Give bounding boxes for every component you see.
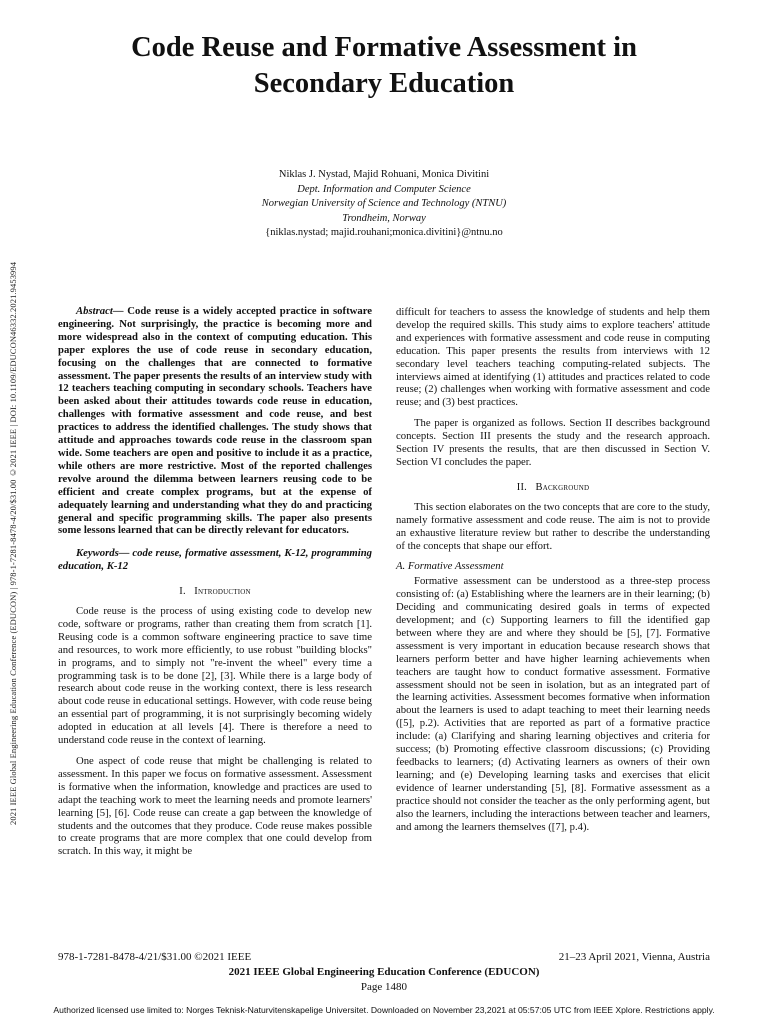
- paragraph: This section elaborates on the two concepts that are core to the study, namely formative assessment and code reuse. The aim is not to provide an exhaustive literature review but rather to describe the understanding of the concepts that shape our effort.: [396, 500, 710, 552]
- paragraph: One aspect of code reuse that might be challenging is related to assessment. In this paper we focus on formative assessment. Assessment is formative when the information, knowledge and practices are used to adapt the teaching work to meet the learning needs and promote learners' learning [5], [6]. Code reuse can create a gap between the knowledge of students and the outcomes that they produce. Code reuse makes possible to create programs that are more complex that one could develop from scratch. In this way, it might be: [58, 755, 372, 858]
- paragraph: difficult for teachers to assess the knowledge of students and help them develop the required skills. This study aims to explore teachers' attitude and experiences with formative assessment and code reuse in computing education. This paper presents the results from interviews with 12 secondary level teachers teaching computing-related subjects. The interviews aimed at identifying (1) attitudes and practices related to code reuse; (2) challenges when working with formative assessment and code reuse; and (3) best practices.: [396, 306, 710, 409]
- abstract-text: Code reuse is a widely accepted practice in software engineering. Not surprisingly, the practice is becoming more and more widespread also in the context of computing education. This paper explores the use of code reuse in secondary education, focusing on the challenges that are connected to formative assessment. The paper presents the results of an interview study with 12 teachers teaching computing in secondary schools. Teachers have been asked about their attitudes towards code reuse in education, challenges with formative assessment and code reuse, and best practices to address the identified challenges. The study shows that attitude and approaches towards code reuse in the classroom span wide. Some teachers are open and positive to include it as a practice, while others are more restrictive. Most of the reported challenges revolve around the dilemma between learners reusing code to be efficient and create complex programs, but at the expense of adequately learning and understanding what they do and practicing general and specific programming skills. The paper also presents some lessons learned that can be directly relevant for educators.: [58, 305, 372, 537]
- footer-page-number: Page 1480: [360, 981, 408, 993]
- subsection-heading: A. Formative Assessment: [396, 560, 504, 573]
- author-location: Trondheim, Norway: [342, 212, 426, 224]
- right-column: [396, 306, 710, 833]
- section-number: II.: [516, 481, 527, 493]
- section-heading-background: [396, 482, 710, 495]
- author-emails: {niklas.nystad; majid.rouhani;monica.divitini}@ntnu.no: [265, 227, 503, 239]
- section-heading-introduction: [58, 586, 372, 599]
- paragraph: Code reuse is the process of using existing code to develop new code, software or programs, rather than creating them from scratch [1]. Reusing code is a common software engineering practice to save time and resources, to work more efficiently, to use robust "building blocks" in programs, and to simply not "re-invent the wheel" every time a programming task is to be done [2], [3]. While there is a large body of research about code reuse in the working context, there is less research about code reuse in educational settings. However, with code reuse being an essential part of programming, it is not surprisingly becoming widely adopted in education at all levels [4]. There is therefore a need to understand code reuse in the context of learning.: [58, 605, 372, 747]
- left-column: [58, 305, 372, 858]
- section-title: Introduction: [194, 586, 251, 598]
- paragraph: The paper is organized as follows. Section II describes background concepts. Section III presents the study and the research approach. Section IV presents the results, that are then discussed in Section V. Section VI concludes the paper.: [396, 417, 710, 468]
- paper-title: Code Reuse and Formative Assessment in Secondary Education: [131, 32, 637, 99]
- author-department: Dept. Information and Computer Science: [297, 183, 471, 195]
- section-number: I.: [179, 586, 186, 598]
- footer-dates: 21–23 April 2021, Vienna, Austria: [558, 951, 710, 963]
- author-names: Niklas J. Nystad, Majid Rohuani, Monica Divitini: [278, 169, 490, 180]
- footer-conference: 2021 IEEE Global Engineering Education Conference (EDUCON): [228, 966, 540, 978]
- author-university: Norwegian University of Science and Technology (NTNU): [261, 198, 507, 210]
- abstract: [58, 305, 372, 537]
- keywords-lead: Keywords—: [76, 547, 130, 560]
- author-block: [200, 168, 568, 241]
- keywords-text: code reuse, formative assessment, K-12, programming education, K-12: [58, 547, 372, 573]
- keywords: [58, 547, 372, 573]
- section-title: Background: [535, 481, 590, 493]
- license-notice: Authorized licensed use limited to: Norges Teknisk-Naturvitenskapelige Universitet. Downloaded on November 23,2021 at 05:57:05 UTC from IEEE Xplore. Restrictions apply.: [53, 1005, 715, 1015]
- paragraph: Formative assessment can be understood as a three-step process consisting of: (a) Establishing where the learners are in their learning; (b) Deciding and communicating desired goals in terms of expected development; and (c) Supporting learners to fill the identified gap between where they are and where they should be [5], [7]. Formative assessment is very important in education because research shows that learners perform better and have higher learning achievements when teachers are taught how to conduct formative assessment. Formative assessment should not be seen in isolation, but as an integrated part of the learning activities. Assessment becomes formative when information about the learners is used to adapt teaching to meet their learning needs ([5], p.2). Activities that are reported as part of a formative practice include: (a) Clarifying and sharing learning objectives and criteria for success; (b) Promoting effective classroom discussions; (c) Providing feedbacks to learners; (d) Activating learners as owners of their own learning; and (e) Developing learning tasks and exercises that elicit evidence of learner understanding [5], [8]. Formative assessment as a practice should not consider the teacher as the only performing agent, but also the learners, including the interactions between teacher and learners, and among the learners themselves ([7], p.4).: [396, 575, 710, 833]
- side-identifier: 2021 IEEE Global Engineering Education Conference (EDUCON) | 978-1-7281-8478-4/20/$31.00 ©2021 IEEE | DOI: 10.1109/EDUCON46332.2021.9453994: [8, 261, 18, 825]
- footer-isbn: 978-1-7281-8478-4/21/$31.00 ©2021 IEEE: [58, 951, 252, 963]
- abstract-lead: Abstract—: [76, 305, 124, 317]
